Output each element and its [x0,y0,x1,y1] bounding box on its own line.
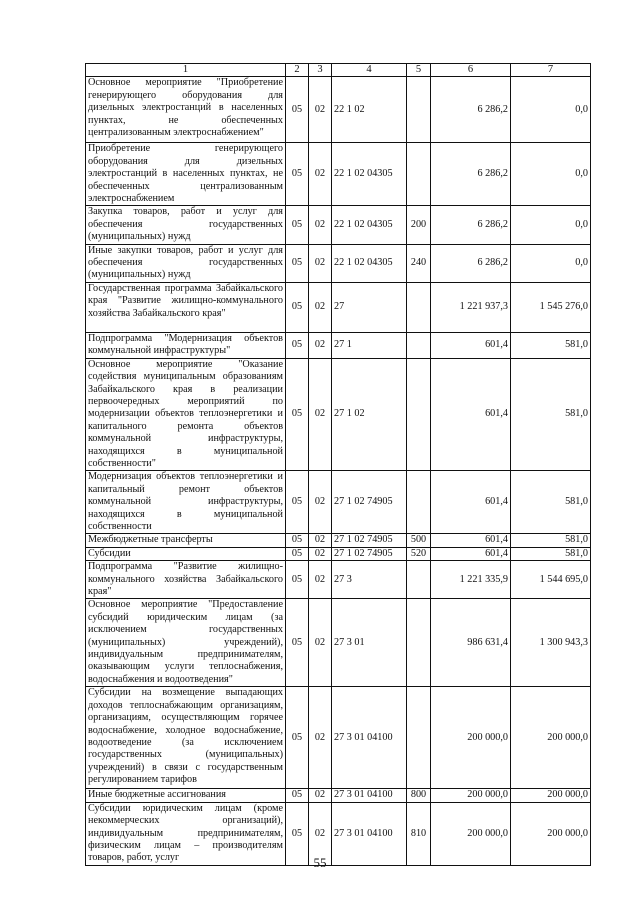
header-cell: 1 [86,64,286,77]
expense-type-cell [407,599,431,687]
subsection-code-cell: 02 [309,534,332,547]
amount-year1-cell: 6 286,2 [431,206,511,244]
target-article-cell: 27 3 [332,561,407,599]
amount-year1-cell: 601,4 [431,547,511,560]
table-row [86,687,591,789]
table-row [86,471,591,534]
section-code-cell: 05 [286,547,309,560]
row-name-cell: Модернизация объектов теплоэнергетики и капитальный ремонт объектов коммунальной инфраструктуры, находящихся в муниципальной собственности [86,471,286,534]
subsection-code-cell: 02 [309,206,332,244]
amount-year1-cell: 6 286,2 [431,244,511,282]
section-code-cell: 05 [286,471,309,534]
table-row [86,332,591,358]
row-name-cell: Межбюджетные трансферты [86,534,286,547]
amount-year2-cell: 581,0 [511,358,591,471]
target-article-cell: 22 1 02 04305 [332,143,407,206]
target-article-cell: 27 1 02 [332,358,407,471]
subsection-code-cell: 02 [309,802,332,865]
target-article-cell: 27 3 01 04100 [332,802,407,865]
target-article-cell: 27 1 [332,332,407,358]
amount-year2-cell: 1 545 276,0 [511,282,591,332]
target-article-cell: 27 1 02 74905 [332,471,407,534]
page-number: 55 [313,855,327,870]
expense-type-cell: 240 [407,244,431,282]
amount-year1-cell: 1 221 335,9 [431,561,511,599]
budget-table-sheet [85,63,590,866]
row-name-cell: Иные бюджетные ассигнования [86,789,286,802]
amount-year2-cell: 0,0 [511,143,591,206]
target-article-cell: 22 1 02 04305 [332,206,407,244]
subsection-code-cell: 02 [309,547,332,560]
expense-type-cell [407,471,431,534]
section-code-cell: 05 [286,332,309,358]
expense-type-cell [407,77,431,143]
section-code-cell: 05 [286,789,309,802]
subsection-code-cell: 02 [309,687,332,789]
target-article-cell: 22 1 02 04305 [332,244,407,282]
table-header-row [86,64,591,77]
table-row [86,244,591,282]
section-code-cell: 05 [286,244,309,282]
amount-year1-cell: 601,4 [431,471,511,534]
section-code-cell: 05 [286,358,309,471]
section-code-cell: 05 [286,802,309,865]
target-article-cell: 27 3 01 04100 [332,687,407,789]
table-row [86,789,591,802]
amount-year1-cell: 6 286,2 [431,77,511,143]
expense-type-cell [407,358,431,471]
section-code-cell: 05 [286,687,309,789]
row-name-cell: Основное мероприятие "Приобретение генерирующего оборудования для дизельных электростанций в населенных пунктах, не обеспеченных централизованным электроснабжением" [86,77,286,143]
amount-year1-cell: 200 000,0 [431,789,511,802]
budget-table [85,63,591,866]
amount-year1-cell: 200 000,0 [431,687,511,789]
section-code-cell: 05 [286,77,309,143]
expense-type-cell [407,561,431,599]
expense-type-cell [407,332,431,358]
row-name-cell: Субсидии [86,547,286,560]
subsection-code-cell: 02 [309,599,332,687]
amount-year2-cell: 581,0 [511,547,591,560]
row-name-cell: Подпрограмма "Развитие жилищно-коммунального хозяйства Забайкальского края" [86,561,286,599]
subsection-code-cell: 02 [309,358,332,471]
row-name-cell: Иные закупки товаров, работ и услуг для обеспечения государственных (муниципальных) нужд [86,244,286,282]
target-article-cell: 27 1 02 74905 [332,534,407,547]
section-code-cell: 05 [286,282,309,332]
subsection-code-cell: 02 [309,789,332,802]
amount-year2-cell: 581,0 [511,471,591,534]
table-row [86,206,591,244]
row-name-cell: Субсидии на возмещение выпадающих доходов теплоснабжающим организациям, организациям, осуществляющим горячее водоснабжение, холодное водоснабжение, водоотведение (за исключением государственных (муниципальных) учреждений) в связи с государственным регулированием тарифов [86,687,286,789]
amount-year2-cell: 0,0 [511,206,591,244]
header-cell: 2 [286,64,309,77]
subsection-code-cell: 02 [309,561,332,599]
header-cell: 4 [332,64,407,77]
table-row [86,561,591,599]
expense-type-cell: 200 [407,206,431,244]
amount-year1-cell: 200 000,0 [431,802,511,865]
amount-year1-cell: 6 286,2 [431,143,511,206]
amount-year2-cell: 200 000,0 [511,789,591,802]
amount-year2-cell: 1 300 943,3 [511,599,591,687]
amount-year1-cell: 601,4 [431,534,511,547]
expense-type-cell [407,143,431,206]
target-article-cell: 22 1 02 [332,77,407,143]
subsection-code-cell: 02 [309,471,332,534]
row-name-cell: Основное мероприятие "Предоставление субсидий юридическим лицам (за исключением государственных (муниципальных) учреждений), индивидуальным предпринимателям, оказывающим услуги теплоснабжения, водоснабжения и водоотведения" [86,599,286,687]
row-name-cell: Подпрограмма "Модернизация объектов коммунальной инфраструктуры" [86,332,286,358]
amount-year2-cell: 1 544 695,0 [511,561,591,599]
table-row [86,282,591,332]
section-code-cell: 05 [286,534,309,547]
row-name-cell: Государственная программа Забайкальского края "Развитие жилищно-коммунального хозяйства Забайкальского края" [86,282,286,332]
section-code-cell: 05 [286,599,309,687]
section-code-cell: 05 [286,143,309,206]
amount-year2-cell: 581,0 [511,534,591,547]
header-cell: 3 [309,64,332,77]
section-code-cell: 05 [286,206,309,244]
subsection-code-cell: 02 [309,332,332,358]
amount-year1-cell: 601,4 [431,358,511,471]
header-cell: 7 [511,64,591,77]
row-name-cell: Приобретение генерирующего оборудования для дизельных электростанций в населенных пунктах, не обеспеченных централизованным электроснабжением [86,143,286,206]
subsection-code-cell: 02 [309,244,332,282]
row-name-cell: Закупка товаров, работ и услуг для обеспечения государственных (муниципальных) нужд [86,206,286,244]
amount-year2-cell: 200 000,0 [511,802,591,865]
expense-type-cell [407,282,431,332]
row-name-cell: Субсидии юридическим лицам (кроме некоммерческих организаций), индивидуальным предпринимателям, физическим лицам – производителям товаров, работ, услуг [86,802,286,865]
target-article-cell: 27 3 01 04100 [332,789,407,802]
table-row [86,77,591,143]
amount-year1-cell: 1 221 937,3 [431,282,511,332]
amount-year1-cell: 601,4 [431,332,511,358]
expense-type-cell: 520 [407,547,431,560]
table-row [86,534,591,547]
table-row [86,599,591,687]
row-name-cell: Основное мероприятие "Оказание содействия муниципальным образованиям Забайкальского края в реализации первоочередных мероприятий по модернизации объектов теплоэнергетики и капитального ремонта объектов коммунальной инфраструктуры, находящихся в муниципальной собственности" [86,358,286,471]
target-article-cell: 27 1 02 74905 [332,547,407,560]
expense-type-cell [407,687,431,789]
subsection-code-cell: 02 [309,282,332,332]
amount-year2-cell: 200 000,0 [511,687,591,789]
table-row [86,547,591,560]
amount-year2-cell: 0,0 [511,244,591,282]
subsection-code-cell: 02 [309,143,332,206]
target-article-cell: 27 3 01 [332,599,407,687]
expense-type-cell: 810 [407,802,431,865]
header-cell: 5 [407,64,431,77]
section-code-cell: 05 [286,561,309,599]
amount-year2-cell: 0,0 [511,77,591,143]
header-cell: 6 [431,64,511,77]
amount-year2-cell: 581,0 [511,332,591,358]
amount-year1-cell: 986 631,4 [431,599,511,687]
expense-type-cell: 800 [407,789,431,802]
table-row [86,358,591,471]
expense-type-cell: 500 [407,534,431,547]
table-row [86,143,591,206]
subsection-code-cell: 02 [309,77,332,143]
target-article-cell: 27 [332,282,407,332]
